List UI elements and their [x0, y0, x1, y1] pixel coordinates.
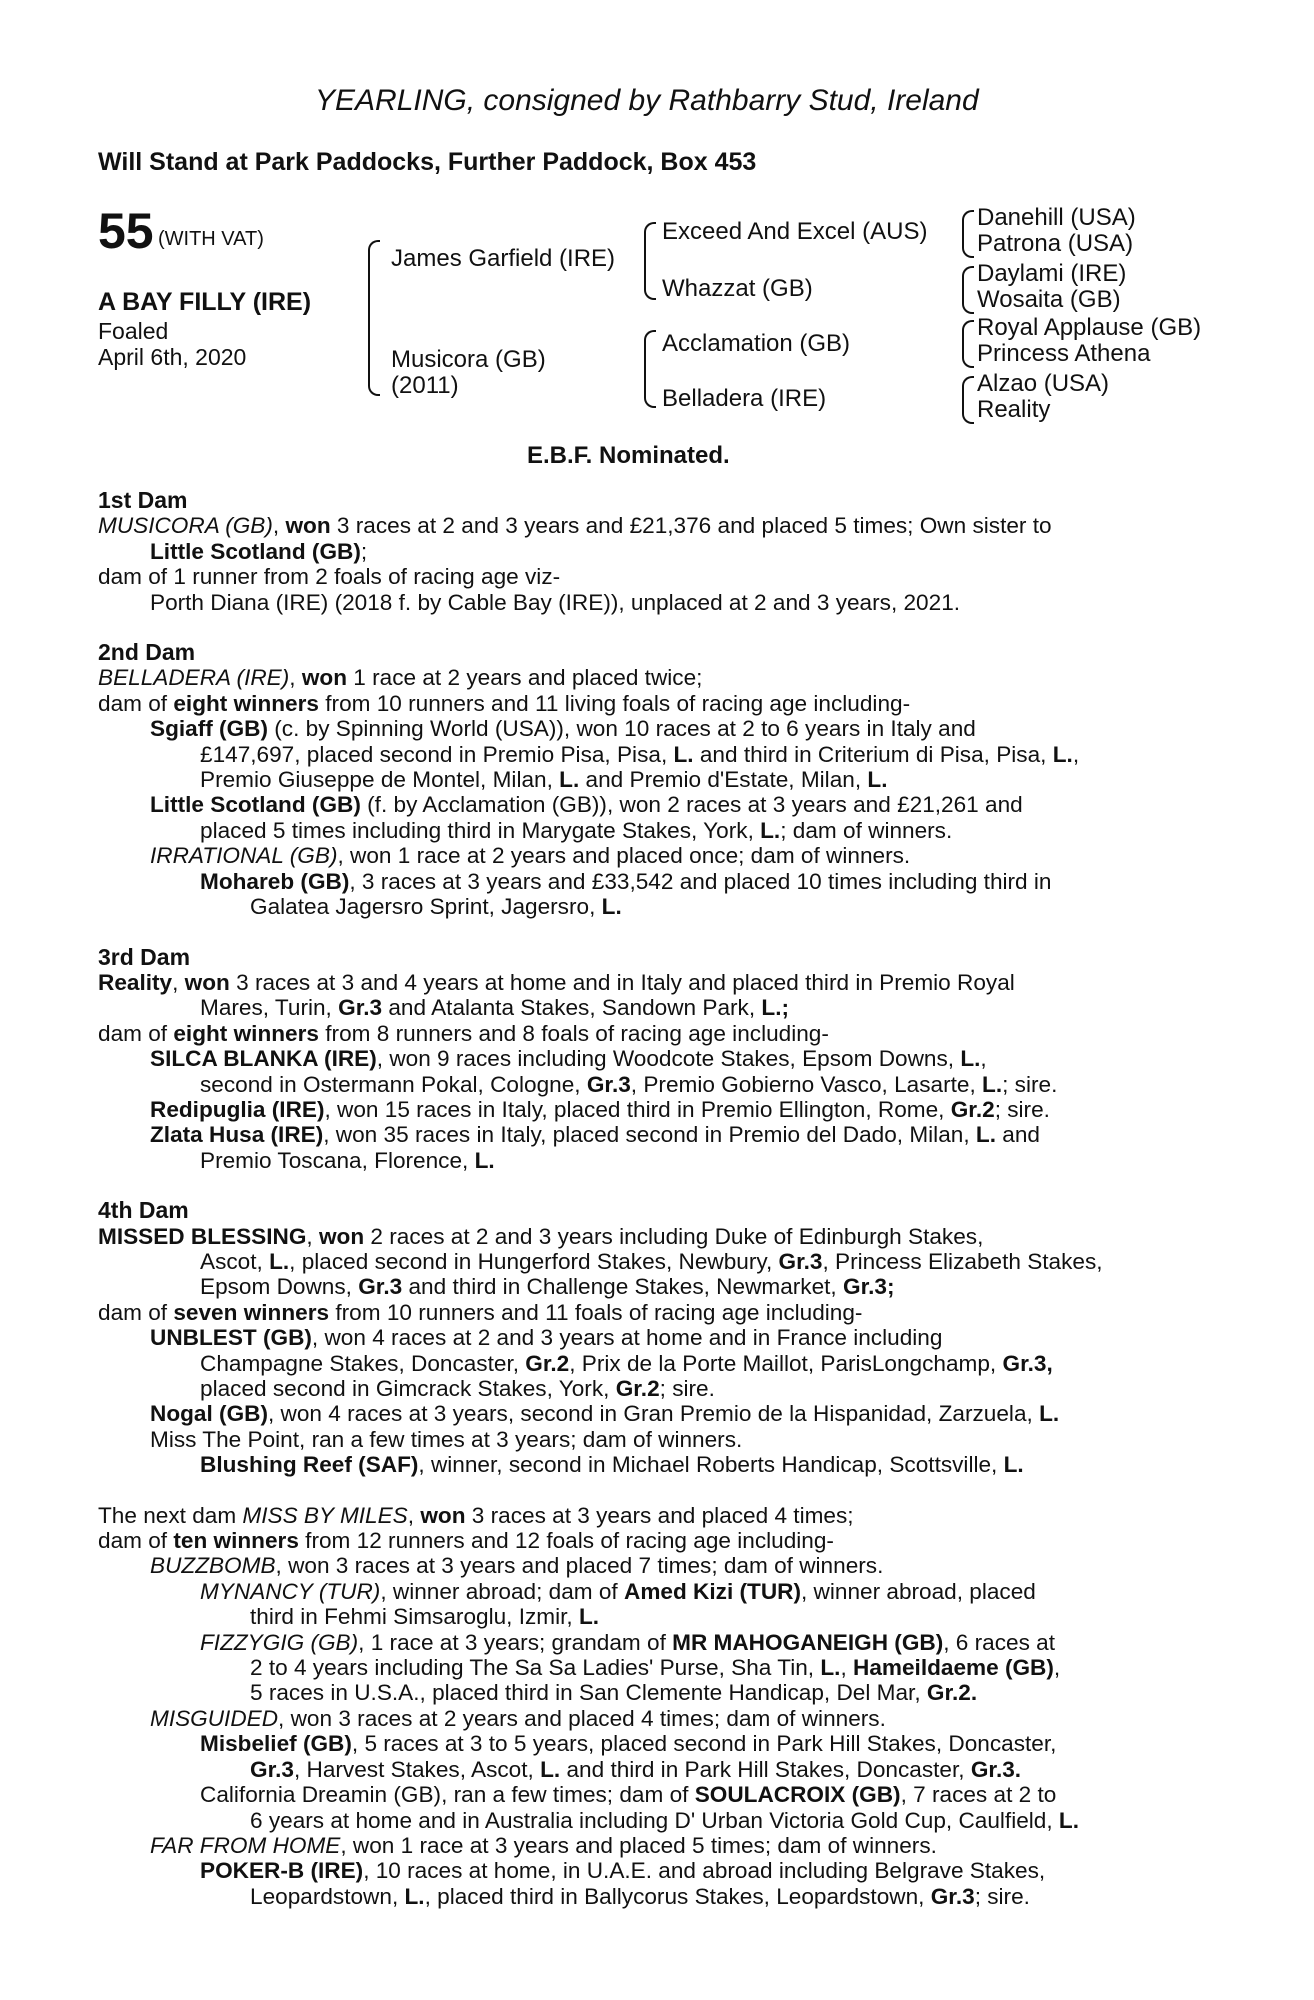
- dam4-progeny-2: Nogal (GB), won 4 races at 3 years, second in Gran Premio de la Hispanidad, Zarzuela, L.: [150, 1401, 1060, 1427]
- foaled-label: Foaled: [98, 318, 169, 344]
- dam3-progeny-3: Zlata Husa (IRE), won 35 races in Italy, placed second in Premio del Dado, Milan, L. and: [150, 1122, 1040, 1148]
- next-dam-line: The next dam MISS BY MILES, won 3 races at 3 years and placed 4 times;: [98, 1502, 854, 1528]
- vat-label: (WITH VAT): [158, 228, 264, 250]
- ped-g2: Patrona (USA): [977, 230, 1134, 257]
- dam2-produce: dam of eight winners from 10 runners and 11 living foals of racing age including-: [98, 690, 911, 716]
- page-title: YEARLING, consigned by Rathbarry Stud, Ireland: [315, 84, 979, 117]
- dam4-line: MISSED BLESSING, won 2 races at 2 and 3 years including Duke of Edinburgh Stakes,: [98, 1223, 984, 1249]
- dam2-progeny-1: Sgiaff (GB) (c. by Spinning World (USA)), won 10 races at 2 to 6 years in Italy and: [150, 716, 976, 742]
- next-dam-produce: dam of ten winners from 12 runners and 12 foals of racing age including-: [98, 1528, 834, 1554]
- lot-name: A BAY FILLY (IRE): [98, 288, 312, 316]
- dam4-progeny-1: UNBLEST (GB), won 4 races at 2 and 3 years at home and in France including: [150, 1325, 943, 1351]
- brace-3: [644, 330, 656, 408]
- ped-dam-dam: Belladera (IRE): [662, 385, 827, 412]
- dam1-produce: dam of 1 runner from 2 foals of racing age viz-: [98, 564, 561, 590]
- ped-dam-sire: Acclamation (GB): [662, 330, 851, 357]
- next-progeny-1: BUZZBOMB, won 3 races at 3 years and placed 7 times; dam of winners.: [150, 1553, 884, 1579]
- next-grandprogeny-1: MYNANCY (TUR), winner abroad; dam of Amed Kizi (TUR), winner abroad, placed: [200, 1578, 1036, 1604]
- brace-6: [962, 320, 974, 368]
- next-grandprogeny-3: Misbelief (GB), 5 races at 3 to 5 years, placed second in Park Hill Stakes, Doncaster,: [200, 1731, 1057, 1757]
- dam4-progeny-3: Miss The Point, ran a few times at 3 years; dam of winners.: [150, 1426, 743, 1452]
- foaled-date: April 6th, 2020: [98, 344, 247, 370]
- dam4-produce: dam of seven winners from 10 runners and 11 foals of racing age including-: [98, 1299, 863, 1325]
- dam2-heading: 2nd Dam: [98, 639, 196, 666]
- next-grandprogeny-2: FIZZYGIG (GB), 1 race at 3 years; grandam of MR MAHOGANEIGH (GB), 6 races at: [200, 1629, 1056, 1655]
- dam2-progeny-3: IRRATIONAL (GB), won 1 race at 2 years and placed once; dam of winners.: [150, 843, 911, 869]
- dam3-progeny-1: SILCA BLANKA (IRE), won 9 races including Woodcote Stakes, Epsom Downs, L.,: [150, 1046, 987, 1072]
- dam4-grandprogeny-1: Blushing Reef (SAF), winner, second in Michael Roberts Handicap, Scottsville, L.: [200, 1452, 1024, 1478]
- ped-g6: Princess Athena: [977, 340, 1151, 367]
- ped-dam-year: (2011): [391, 372, 459, 399]
- next-progeny-2: MISGUIDED, won 3 races at 2 years and placed 4 times; dam of winners.: [150, 1705, 886, 1731]
- dam1-line: MUSICORA (GB), won 3 races at 2 and 3 years and £21,376 and placed 5 times; Own sister to: [98, 513, 1052, 539]
- ped-sire: James Garfield (IRE): [391, 245, 616, 272]
- ped-g4: Wosaita (GB): [977, 286, 1121, 313]
- dam1-heading: 1st Dam: [98, 487, 188, 513]
- next-grandprogeny-4: California Dreamin (GB), ran a few times; dam of SOULACROIX (GB), 7 races at 2 to: [200, 1782, 1057, 1808]
- dam2-line: BELLADERA (IRE), won 1 race at 2 years and placed twice;: [98, 665, 703, 691]
- brace-1: [368, 240, 380, 396]
- ped-g1: Danehill (USA): [977, 204, 1136, 231]
- ped-sire-dam: Whazzat (GB): [662, 275, 813, 302]
- brace-5: [962, 266, 974, 314]
- next-grandprogeny-5: POKER-B (IRE), 10 races at home, in U.A.E. and abroad including Belgrave Stakes,: [200, 1858, 1046, 1884]
- dam3-progeny-2: Redipuglia (IRE), won 15 races in Italy, placed third in Premio Ellington, Rome, Gr.2; sire.: [150, 1096, 1050, 1122]
- brace-2: [644, 222, 656, 300]
- dam3-line: Reality, won 3 races at 3 and 4 years at home and in Italy and placed third in Premio Royal: [98, 969, 1015, 995]
- next-progeny-3: FAR FROM HOME, won 1 race at 3 years and placed 5 times; dam of winners.: [150, 1832, 937, 1858]
- ped-g3: Daylami (IRE): [977, 260, 1127, 287]
- ped-sire-sire: Exceed And Excel (AUS): [662, 218, 928, 245]
- dam1-foal: Porth Diana (IRE) (2018 f. by Cable Bay (IRE)), unplaced at 2 and 3 years, 2021.: [150, 589, 961, 615]
- catalogue-body: 1st Dam MUSICORA (GB), won 3 races at 2 and 3 years and £21,376 and placed 5 times; Own sister to Little Scotland (GB); dam of 1 runner from 2 foals of racing age viz- Porth Diana (IRE) (2018 f. by Cable Bay (IRE)), unplaced at 2 and 3 years, 2021. 2nd Dam BELLADERA (IRE), won 1 race at 2 years and placed twice; dam of eight winners from 10 runners and 11 living foals of racing age including- Sgiaff (GB) (c. by Spinning World (USA)), won 10 races at 2 to 6 years in Italy and £147,697, placed second in Premio Pisa, Pisa, L. and third in Criterium di Pisa, Pisa, L., Premio Giuseppe de Montel, Milan, L. and Premio d'Estate, Milan, L. Little Scotland (GB) (f. by Acclamation (GB)), won 2 races at 3 years and £21,261 and placed 5 times including third in Marygate Stakes, York, L.; dam of winners. IRRATIONAL (GB), won 1 race at 2 years and placed once; dam of winners. Mohareb (GB), 3 races at 3 years and £33,542 and placed 10 times including third in Galatea Jagersro Sprint, Jagersro, L. 3rd Dam Reality, won 3 races at 3 and 4 years at home and in Italy and placed third in Premio Royal Mares, Turin, Gr.3 and Atalanta Stakes, Sandown Park, L.; dam of eight winners from 8 runners and 8 foals of racing age including- SILCA BLANKA (IRE), won 9 races including Woodcote Stakes, Epsom Downs, L., second in Ostermann Pokal, Cologne, Gr.3, Premio Gobierno Vasco, Lasarte, L.; sire. Redipuglia (IRE), won 15 races in Italy, placed third in Premio Ellington, Rome, Gr.2; sire. Zlata Husa (IRE), won 35 races in Italy, placed second in Premio del Dado, Milan, L. and Premio Toscana, Florence, L. 4th Dam MISSED BLESSING, won 2 races at 2 and 3 years including Duke of Edinburgh Stakes, Ascot, L., placed second in Hungerford Stakes, Newbury, Gr.3, Princess Elizabeth Stakes, Epsom Downs, Gr.3 and third in Challenge Stakes, Newmarket, Gr.3; dam of seven winners from 10 runners and 11 foals of racing age including- UNBLEST (GB), won 4 races at 2 and 3 years at home and in France including Champagne Stakes, Doncaster, Gr.2, Prix de la Porte Maillot, ParisLongchamp, Gr.3, placed second in Gimcrack Stakes, York, Gr.2; sire. Nogal (GB), won 4 races at 3 years, second in Gran Premio de la Hispanidad, Zarzuela, L. Miss The Point, ran a few times at 3 years; dam of winners. Blushing Reef (SAF), winner, second in Michael Roberts Handicap, Scottsville, L. The next dam MISS BY MILES, won 3 races at 3 years and placed 4 times; dam of ten winners from 12 runners and 12 foals of racing age including- BUZZBOMB, won 3 races at 3 years and placed 7 times; dam of winners. MYNANCY (TUR), winner abroad; dam of Amed Kizi (TUR), winner abroad, placed third in Fehmi Simsaroglu, Izmir, L. FIZZYGIG (GB), 1 race at 3 years; grandam of MR MAHOGANEIGH (GB), 6 races at 2 to 4 years including The Sa Sa Ladies' Purse, Sha Tin, L., Hameildaeme (GB), 5 races in U.S.A., placed third in San Clemente Handicap, Del Mar, Gr.2. MISGUIDED, won 3 races at 2 years and placed 4 times; dam of winners. Misbelief (GB), 5 races at 3 to 5 years, placed second in Park Hill Stakes, Doncaster, Gr.3, Harvest Stakes, Ascot, L. and third in Park Hill Stakes, Doncaster, Gr.3. California Dreamin (GB), ran a few times; dam of SOULACROIX (GB), 7 races at 2 to 6 years at home and in Australia including D' Urban Victoria Gold Cup, Caulfield, L. FAR FROM HOME, won 1 race at 3 years and placed 5 times; dam of winners. POKER-B (IRE), 10 races at home, in U.A.E. and abroad including Belgrave Stakes, Leopardstown, L., placed third in Ballycorus Stakes, Leopardstown, Gr.3; sire.: [98, 488, 1208, 1909]
- ped-g8: Reality: [977, 396, 1051, 423]
- dam2-grandprogeny-1: Mohareb (GB), 3 races at 3 years and £33,542 and placed 10 times including third in: [200, 868, 1052, 894]
- dam3-heading: 3rd Dam: [98, 943, 191, 970]
- dam4-heading: 4th Dam: [98, 1197, 189, 1224]
- dam3-produce: dam of eight winners from 8 runners and 8 foals of racing age including-: [98, 1020, 829, 1046]
- brace-7: [962, 376, 974, 424]
- ped-dam: Musicora (GB): [391, 346, 546, 373]
- ped-g7: Alzao (USA): [977, 370, 1110, 397]
- dam2-progeny-2: Little Scotland (GB) (f. by Acclamation (GB)), won 2 races at 3 years and £21,261 and: [150, 792, 1023, 818]
- ebf-nominated: E.B.F. Nominated.: [527, 442, 730, 469]
- dam1-sister: Little Scotland (GB);: [150, 538, 368, 564]
- brace-4: [962, 210, 974, 258]
- ped-g5: Royal Applause (GB): [977, 314, 1202, 341]
- lot-number: 55: [98, 203, 154, 259]
- page-subtitle: Will Stand at Park Paddocks, Further Paddock, Box 453: [98, 148, 757, 176]
